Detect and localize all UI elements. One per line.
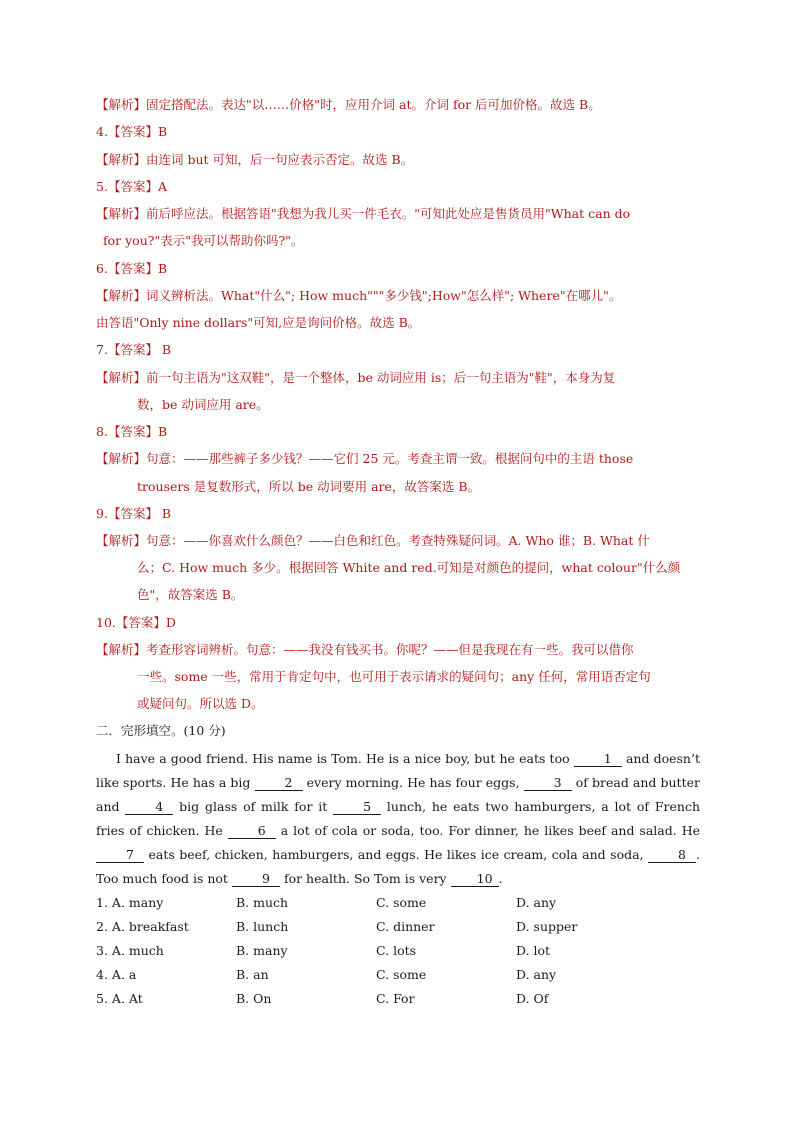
answer-tag: 【答案】 <box>107 506 158 521</box>
passage-text: a lot of cola or soda, too. For dinner, he likes beef and salad. He <box>280 823 700 838</box>
option-a: 4. A. a <box>96 967 137 982</box>
blank-10: 10 <box>451 871 499 887</box>
analysis-text: 由连词 but 可知，后一句应表示否定。故选 B。 <box>146 152 414 167</box>
section-title: 二．完形填空。(10 分) <box>96 723 226 738</box>
option-a: 5. A. At <box>96 991 143 1006</box>
passage-text: lunch, he eats two hamburgers, a lot of French fries of chicken. He <box>96 799 701 838</box>
analysis-text: 句意：——那些裤子多少钱？——它们 25 元。考查主谓一致。根据问句中的主语 those <box>146 451 634 466</box>
blank-4: 4 <box>125 799 173 815</box>
answer-value: B <box>157 124 168 139</box>
analysis-text: 色"，故答案选 B。 <box>137 587 244 602</box>
option-c: C. For <box>376 991 415 1006</box>
passage-text: of bread and butter and <box>96 775 700 814</box>
cloze-passage <box>96 747 700 891</box>
question-number: 6. <box>96 261 108 276</box>
analysis-text: 么；C. How much 多少。根据回答 White and red.可知是对颜色的提问，what colour"什么颜 <box>137 560 681 575</box>
analysis-text: 前一句主语为"这双鞋"，是一个整体，be 动词应用 is；后一句主语为"鞋"，本身为复 <box>146 370 616 385</box>
answer-tag: 【答案】 <box>107 424 158 439</box>
analysis-text: 一些。some 一些，常用于肯定句中，也可用于表示请求的疑问句；any 任何，常用语否定句 <box>137 669 651 684</box>
answer-4 <box>96 123 167 141</box>
option-b: B. lunch <box>236 919 289 934</box>
blank-8: 8 <box>648 847 696 863</box>
option-d: D. supper <box>516 919 578 934</box>
answer-6-analysis-cont <box>96 314 420 332</box>
answer-7-analysis-cont <box>137 396 269 414</box>
option-a: 3. A. much <box>96 943 164 958</box>
analysis-text: 考查形容词辨析。句意：——我没有钱买书。你呢？——但是我现在有一些。我可以借你 <box>146 642 634 657</box>
answer-8-analysis-cont <box>137 478 480 496</box>
answer-9-analysis <box>96 532 650 550</box>
answer-tag: 【答案】 <box>107 179 158 194</box>
passage-text: and doesn’t like sports. He has a big <box>96 751 700 790</box>
analysis-tag: 【解析】 <box>96 206 147 221</box>
question-number: 7. <box>96 342 108 357</box>
passage-text: . <box>498 871 503 886</box>
option-c: C. some <box>376 967 427 982</box>
answer-value: B <box>157 261 168 276</box>
answer-5-analysis-cont <box>103 232 303 250</box>
answer-9-analysis-cont-2 <box>137 586 243 604</box>
analysis-text: 由答语"Only nine dollars"可知,应是询问价格。故选 B。 <box>96 315 421 330</box>
passage-text: . Too much food is not <box>96 847 700 886</box>
option-d: D. any <box>516 967 557 982</box>
option-a: 1. A. many <box>96 895 164 910</box>
blank-3: 3 <box>524 775 572 791</box>
answer-7 <box>96 341 171 359</box>
option-b: B. On <box>236 991 272 1006</box>
answer-6 <box>96 260 167 278</box>
option-d: D. any <box>516 895 557 910</box>
option-c: C. dinner <box>376 919 435 934</box>
analysis-text: 前后呼应法。根据答语"我想为我儿买一件毛衣。"可知此处应是售货员用"What can do <box>146 206 631 221</box>
answer-3-analysis <box>96 96 601 114</box>
passage-text: big glass of milk for it <box>179 799 328 814</box>
blank-2: 2 <box>255 775 303 791</box>
blank-5: 5 <box>333 799 381 815</box>
analysis-text: 词义辨析法。What"什么"; How much"""多少钱";How"怎么样"; Where"在哪儿"。 <box>146 288 622 303</box>
question-number: 9. <box>96 506 108 521</box>
answer-5-analysis <box>96 205 630 223</box>
analysis-text: 固定搭配法。表达"以……价格"时，应用介词 at。介词 for 后可加价格。故选 B。 <box>146 97 601 112</box>
analysis-tag: 【解析】 <box>96 533 147 548</box>
analysis-text: 或疑问句。所以选 D。 <box>137 696 264 711</box>
analysis-tag: 【解析】 <box>96 288 147 303</box>
answer-value: B <box>157 506 172 521</box>
answer-10-analysis-cont-2 <box>137 695 264 713</box>
answer-10-analysis-cont <box>137 668 651 686</box>
answer-10-analysis <box>96 641 634 659</box>
passage-text: for health. So Tom is very <box>283 871 447 886</box>
analysis-text: 数，be 动词应用 are。 <box>137 397 269 412</box>
answer-9 <box>96 505 171 523</box>
analysis-tag: 【解析】 <box>96 152 147 167</box>
blank-9: 9 <box>232 871 280 887</box>
analysis-tag: 【解析】 <box>96 642 147 657</box>
analysis-text: 句意：——你喜欢什么颜色？——白色和红色。考查特殊疑问词。A. Who 谁；B. What 什 <box>146 533 650 548</box>
blank-7: 7 <box>96 847 144 863</box>
answer-tag: 【答案】 <box>107 124 158 139</box>
answer-4-analysis <box>96 151 413 169</box>
option-b: B. an <box>236 967 269 982</box>
blank-6: 6 <box>228 823 276 839</box>
option-c: C. lots <box>376 943 417 958</box>
option-b: B. many <box>236 943 288 958</box>
answer-6-analysis <box>96 287 621 305</box>
answer-value: A <box>157 179 167 194</box>
option-b: B. much <box>236 895 289 910</box>
question-number: 10. <box>96 615 116 630</box>
answer-tag: 【答案】 <box>107 261 158 276</box>
analysis-tag: 【解析】 <box>96 451 147 466</box>
blank-1: 1 <box>574 751 622 767</box>
answer-5 <box>96 178 167 196</box>
question-number: 4. <box>96 124 108 139</box>
answer-value: D <box>165 615 176 630</box>
answer-value: B <box>157 424 168 439</box>
option-c: C. some <box>376 895 427 910</box>
option-d: D. Of <box>516 991 549 1006</box>
question-number: 8. <box>96 424 108 439</box>
answer-value: B <box>157 342 172 357</box>
answer-tag: 【答案】 <box>107 342 158 357</box>
passage-paragraph <box>96 747 700 891</box>
analysis-text: trousers 是复数形式，所以 be 动词要用 are，故答案选 B。 <box>137 479 481 494</box>
analysis-tag: 【解析】 <box>96 370 147 385</box>
answer-10 <box>96 614 176 632</box>
analysis-tag: 【解析】 <box>96 97 147 112</box>
answer-tag: 【答案】 <box>115 615 166 630</box>
answer-9-analysis-cont <box>137 559 680 577</box>
passage-text: I have a good friend. His name is Tom. He is a nice boy, but he eats too <box>116 751 570 766</box>
answer-8 <box>96 423 167 441</box>
question-number: 5. <box>96 179 108 194</box>
passage-text: eats beef, chicken, hamburgers, and eggs. He likes ice cream, cola and soda, <box>148 847 644 862</box>
option-a: 2. A. breakfast <box>96 919 189 934</box>
answer-8-analysis <box>96 450 633 468</box>
passage-text: every morning. He has four eggs, <box>306 775 520 790</box>
analysis-text: for you?"表示"我可以帮助你吗?"。 <box>103 233 304 248</box>
answer-7-analysis <box>96 369 615 387</box>
option-d: D. lot <box>516 943 551 958</box>
